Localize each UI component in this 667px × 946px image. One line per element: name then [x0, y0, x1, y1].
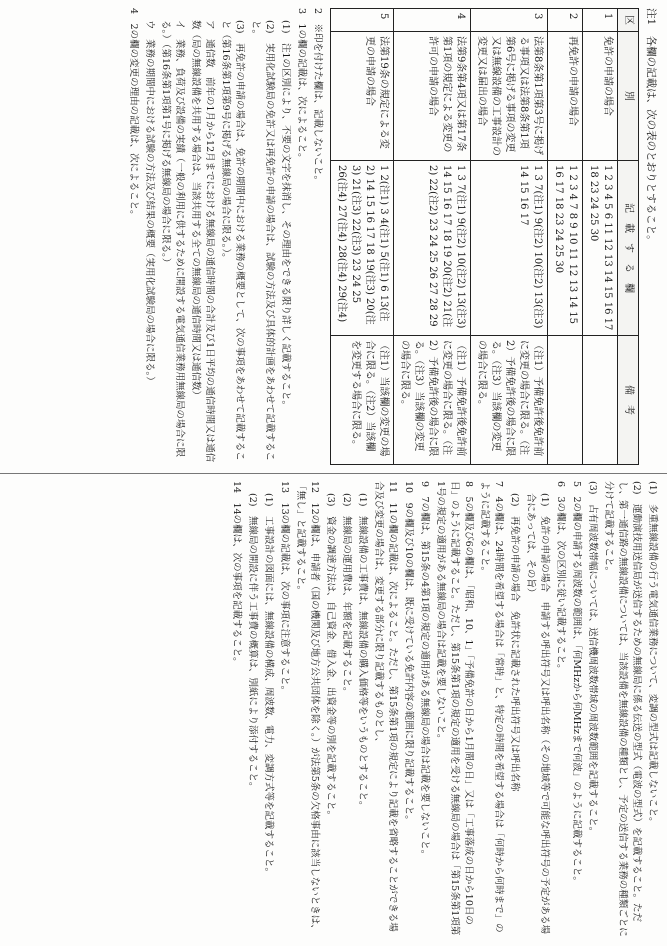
para: 8 5の欄及び6の欄は、「昭和、10、1」「予備免許の日から1月間の日」又は「工事落成の日から10日の日」のように記載すること。ただし、第15条第1項の規定の適用を受ける無線局の場合は「第15条第1項第1号の規定の適用がある無線局の場合は記載を要しないこと。	[435, 481, 474, 936]
para: (2) 無線局の運用費は、年額を記載すること。	[341, 493, 352, 697]
table-row	[583, 9, 618, 465]
row-no: 5	[331, 9, 394, 32]
row-note: （注1）予備免許後免許前に変更の場合に限る。（注2）予備免許後の場合に限る。（注3）当該欄の変更の場合に限る。	[471, 336, 548, 465]
row-no: 2	[548, 9, 583, 32]
para: 9 7の欄は、第15条の4第1項の規定の適用がある無線局の場合は記載を要しないこと。	[419, 481, 430, 860]
row-kind: 再免許の申請の場合	[548, 32, 583, 161]
table-header-cols: 記 載 す る 欄	[618, 161, 639, 336]
para: (1) 多重無線設備の行う電気通信業務について、変調の型式は記載しないこと。	[647, 481, 658, 827]
para: (2) 運動演技用送信局が送信するための無線局に係る伝送の型式（電波の型式）を記載すること。ただし、第一通信路の無線設備については、当該設備を無線設備の種類とし、予定の送信する業務の種類ごとに分けて記載すること。	[603, 481, 642, 937]
table-row	[548, 9, 583, 465]
para: (2) 無線局の開設に伴う工事費の概算は、別紙により添付すること。	[247, 493, 258, 792]
para: (1) 無線設備の工事費は、無線設備の購入価格等をいうものとすること。	[357, 493, 368, 811]
table-header-row	[618, 9, 639, 465]
row-cols: 1 3 7(注1) 9(注2) 10(注2) 13(注3) 14 15 16 17	[471, 161, 548, 336]
row-cols: 1 2 3 4 7 8 9 10 11 12 13 14 15 16 17 18 23 24 25 30	[548, 161, 583, 336]
note-item: 4 2の欄の変更の理由の記載は、次によること。	[128, 8, 139, 220]
row-no: 1	[583, 9, 618, 32]
para: 13 13の欄の記載は、次の事項に注意すること。	[279, 481, 290, 696]
para: 12 12の欄は、申請者（国の機関及び地方公共団体を除く。）が法第5条の欠格事由に該当しないときは、「無し」と記載すること。	[295, 481, 320, 934]
row-kind: 法第9条第4項又は第17条第1項の規定による変更の許可の申請の場合	[394, 32, 471, 161]
row-no: 4	[394, 9, 471, 32]
bottom-text	[8, 481, 659, 938]
note-item: (1) 注1の区別により、不要の文字を抹消し、その理由をできる限り詳しく記載すること。	[280, 20, 291, 411]
row-kind: 免許の申請の場合	[583, 32, 618, 161]
row-note: （注1）当該欄の変更の場合に限る。（注2）当該欄を変更する場合に限る。	[331, 336, 394, 465]
para: 7 4の欄は、24時間を希望する場合は「常時」と、特定の時間を希望する場合は「何時から何時まで」のように記載すること。	[479, 481, 504, 933]
note-item: ア 通信数 前年の1月から12月までにおける無線局の通信時間の合計及び1日平均の通信時間又は通信数（局の無線設備を共用する場合は、当該共用する全ての無線局の通信時間又は通信数）	[190, 20, 215, 463]
application-table	[330, 8, 639, 465]
row-cols: 1 2 3 4 5 6 11 12 13 14 15 16 17 18 23 24 25 30	[583, 161, 618, 336]
para: (1) 免許の申請の場合 申請する呼出符号又は呼出名称（その地域等で可能な呼出符号の予定がある場合にあっては、その旨）	[525, 493, 550, 934]
para: (3) 資金の調達方法は、自己資金、借入金、出資金等の別を記載すること。	[325, 493, 336, 820]
para: (1) 工事設計の図面には、無線設備の構成、周波数、電力、変調方式等を記載すること。	[263, 493, 274, 877]
para: 14 14の欄は、次の事項を記載すること。	[231, 481, 242, 667]
para: 5 2の欄の申請する周波数の範囲は、「何MHzから何MHzまで何波」のように記載すること。	[571, 481, 582, 886]
note-item: (2) 実用化試験局の免許又は再免許の申請の場合は、試験の方法及び具体的計画をあわせて記載すること。	[250, 20, 275, 461]
table-header-kind: 別	[618, 32, 639, 161]
row-note	[548, 336, 583, 465]
para: 6 3の欄は、次の区別に従い記載すること。	[555, 481, 566, 674]
row-cols: 1 3 7(注1) 9(注2) 10(注2) 13(注3) 14 15 16 17 18 19 20(注2) 21(注2) 22(注2) 23 24 25 26 27 28 29	[394, 161, 471, 336]
bottom-page	[0, 473, 667, 946]
table-header-note: 備 考	[618, 336, 639, 465]
table-header-no: 区	[618, 9, 639, 32]
note-item: 2 ※印を付けた欄は、記載しないこと。	[312, 8, 323, 186]
note-item: ウ 業務の期間中における試験の方法及び結果の概要（実用化試験局の場合に限る。）	[144, 20, 155, 386]
note-item: 3 1の欄の記載は、次によること。	[296, 8, 307, 163]
notes-block	[126, 8, 324, 465]
row-note	[583, 336, 618, 465]
row-no: 3	[471, 9, 548, 32]
row-kind: 法第8条第1項第3号に掲げる事項又は法第8条第1項第6号に掲げる事項の変更又は無線設備の工事設計の変更又は届出の場合	[471, 32, 548, 161]
para: 10 9の欄及び10の欄は、既に受けている免許内容の範囲に限り記載すること。	[403, 481, 414, 825]
para: 11 11の欄の記載は、次によること。ただし、第15条第1項の規定により記載を省略することができる場合及び変更の場合は、変更する部分に限り記載するものとし、	[373, 481, 398, 932]
table-row	[331, 9, 394, 465]
para: (2) 再免許の申請の場合 免許状に記載された呼出符号又は呼出名称	[509, 493, 520, 792]
para: (3) 占有周波数帯幅については、送信機周波数帯域の周波数範囲を記載すること。	[587, 481, 598, 837]
note-item: (3) 再免許の申請の場合は、免許の期間中における業務の概要として、次の事項をあわせて記載すること（第16条第1項第9号に掲げる無線局の場合に限る。）。	[220, 20, 245, 461]
note-item: イ 業務、負荷及び設備の実績（一般の利用に供するために開設する電気通信業務用無線局の場合に限る。）（第16条第1項第1号に掲げる無線局の場合に限る。）	[160, 20, 185, 458]
row-cols: 1 2(注1) 3 4(注1) 5(注1) 6 13(注2) 14 15 16 17 18 19(注3) 20(注3) 21(注3) 22(注3) 23 24 25 26(注4) 27(注4) 28(注4) 29(注4)	[331, 161, 394, 336]
table-row	[394, 9, 471, 465]
note-heading: 注1 各欄の記載は、次の表のとおりとすること。	[645, 8, 657, 246]
table-row	[471, 9, 548, 465]
row-kind: 法第19条の規定による変更の申請の場合	[331, 32, 394, 161]
row-note: （注1）予備免許後免許前に変更の場合に限る。（注2）予備免許後の場合に限る。（注3）当該欄の変更の場合に限る。	[394, 336, 471, 465]
